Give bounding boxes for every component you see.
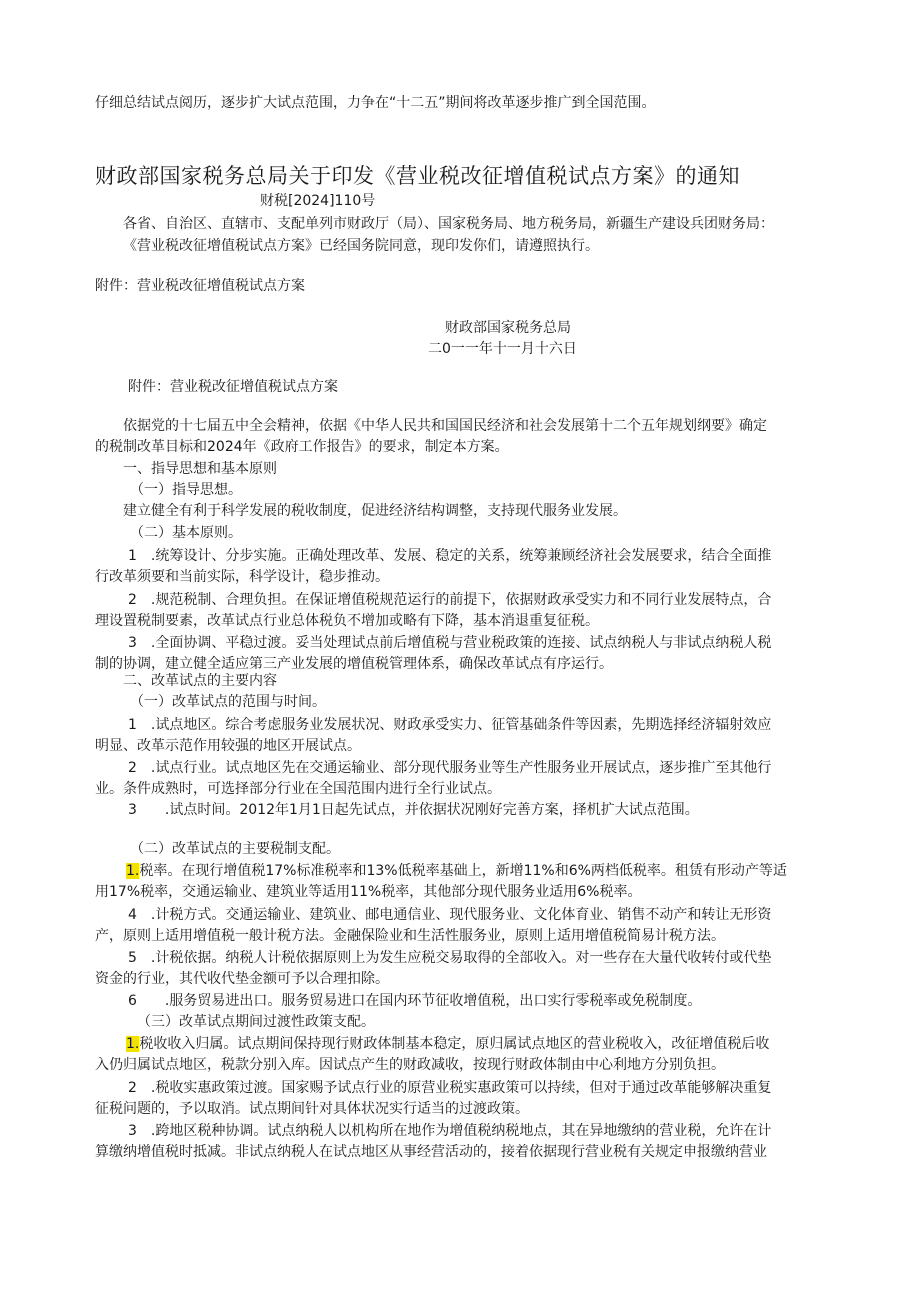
para-line: 制的协调，建立健全适应第三产业发展的增值税管理体系，确保改革试点有序运行。 [95, 656, 613, 672]
issue-date: 二0一一年十一月十六日 [428, 341, 577, 357]
para-text: 税收收入归属。试点期间保持现行财政体制基本稳定，原归属试点地区的营业税收入，改征增值税后收 [139, 1036, 770, 1052]
issuer: 财政部国家税务总局 [445, 320, 571, 336]
para-line: 建立健全有利于科学发展的税收制度，促进经济结构调整，支持现代服务业发展。 [123, 503, 627, 519]
plan-heading: 附件：营业税改征增值税试点方案 [128, 379, 338, 395]
para-line: 的税制改革目标和2024年《政府工作报告》的要求，制定本方案。 [95, 439, 509, 455]
recipients: 各省、自治区、直辖市、支配单列市财政厅（局）、国家税务局、地方税务局，新疆生产建设兵团财务局： [123, 216, 774, 232]
para-line: 算缴纳增值税时抵减。非试点纳税人在试点地区从事经营活动的，接着依据现行营业税有关规定申报缴纳营业 [95, 1144, 767, 1160]
para-line: 明显、改革示范作用较强的地区开展试点。 [95, 738, 361, 754]
para-line: 3 .全面协调、平稳过渡。妥当处理试点前后增值税与营业税政策的连接、试点纳税人与非试点纳税人税 [128, 635, 772, 651]
notice-body: 《营业税改征增值税试点方案》已经国务院同意，现印发你们，请遵照执行。 [123, 238, 599, 254]
para-line: 资金的行业，其代收代垫金额可予以合理扣除。 [95, 971, 389, 987]
intro-line: 仔细总结试点阅历，逐步扩大试点范围，力争在“十二五”期间将改革逐步推广到全国范围。 [95, 95, 656, 111]
para-line [126, 861, 787, 881]
para-line [126, 1034, 769, 1054]
para-line: 1 .统筹设计、分步实施。正确处理改革、发展、稳定的关系，统筹兼顾经济社会发展要求，结合全面推 [128, 548, 772, 564]
para-line: 3 .试点时间。2012年1月1日起先试点，并依据状况刚好完善方案，择机扩大试点范围。 [128, 802, 699, 818]
section-heading: 二、改革试点的主要内容 [123, 673, 277, 689]
notice-attachment: 附件：营业税改征增值税试点方案 [95, 278, 305, 294]
sub-heading: （三）改革试点期间过渡性政策支配。 [137, 1014, 375, 1030]
section-heading: 一、指导思想和基本原则 [123, 461, 277, 477]
para-text: 税率。在现行增值税17%标准税率和13%低税率基础上，新增11%和6%两档低税率。租赁有形动产等适 [139, 863, 787, 879]
highlight-marker: 1. [126, 1036, 140, 1052]
doc-number: 财税[2024]110号 [260, 193, 376, 209]
para-line: 用17%税率，交通运输业、建筑业等适用11%税率，其他部分现代服务业适用6%税率。 [95, 884, 642, 900]
para-line: 业。条件成熟时，可选择部分行业在全国范围内进行全行业试点。 [95, 781, 501, 797]
sub-heading: （二）改革试点的主要税制支配。 [130, 841, 340, 857]
sub-heading: （二）基本原则。 [130, 525, 242, 541]
para-line: 产，原则上适用增值税一般计税方法。金融保险业和生活性服务业，原则上适用增值税简易计税方法。 [95, 928, 725, 944]
sub-heading: （一）改革试点的范围与时间。 [130, 694, 326, 710]
para-line: 理设置税制要素，改革试点行业总体税负不增加或略有下降，基本消退重复征税。 [95, 613, 599, 629]
notice-title: 财政部国家税务总局关于印发《营业税改征增值税试点方案》的通知 [95, 164, 740, 188]
para-line: 4 .计税方式。交通运输业、建筑业、邮电通信业、现代服务业、文化体育业、销售不动产和转让无形资 [128, 907, 772, 923]
para-line: 2 .规范税制、合理负担。在保证增值税规范运行的前提下，依据财政承受实力和不同行业发展特点，合 [128, 592, 772, 608]
para-line: 1 .试点地区。综合考虑服务业发展状况、财政承受实力、征管基础条件等因素，先期选择经济辐射效应 [128, 717, 772, 733]
para-line: 2 .税收实惠政策过渡。国家赐予试点行业的原营业税实惠政策可以持续，但对于通过改革能够解决重复 [128, 1080, 772, 1096]
para-line: 征税问题的，予以取消。试点期间针对具体状况实行适当的过渡政策。 [95, 1101, 529, 1117]
para-line: 3 .跨地区税种协调。试点纳税人以机构所在地作为增值税纳税地点，其在异地缴纳的营业税，允许在计 [128, 1123, 772, 1139]
highlight-marker: 1. [126, 863, 140, 879]
para-line: 入仍归属试点地区，税款分别入库。因试点产生的财政减收，按现行财政体制由中心利地方分别负担。 [95, 1057, 725, 1073]
para-line: 6 .服务贸易进出口。服务贸易进口在国内环节征收增值税，出口实行零税率或免税制度。 [128, 993, 702, 1009]
para-line: 2 .试点行业。试点地区先在交通运输业、部分现代服务业等生产性服务业开展试点，逐步推广至其他行 [128, 760, 772, 776]
para-line: 行改革须要和当前实际，科学设计，稳步推动。 [95, 569, 389, 585]
sub-heading: （一）指导思想。 [130, 482, 242, 498]
para-line: 5 .计税依据。纳税人计税依据原则上为发生应税交易取得的全部收入。对一些存在大量代收转付或代垫 [128, 950, 772, 966]
para-line: 依据党的十七届五中全会精神，依据《中华人民共和国国民经济和社会发展第十二个五年规划纲要》确定 [123, 418, 767, 434]
